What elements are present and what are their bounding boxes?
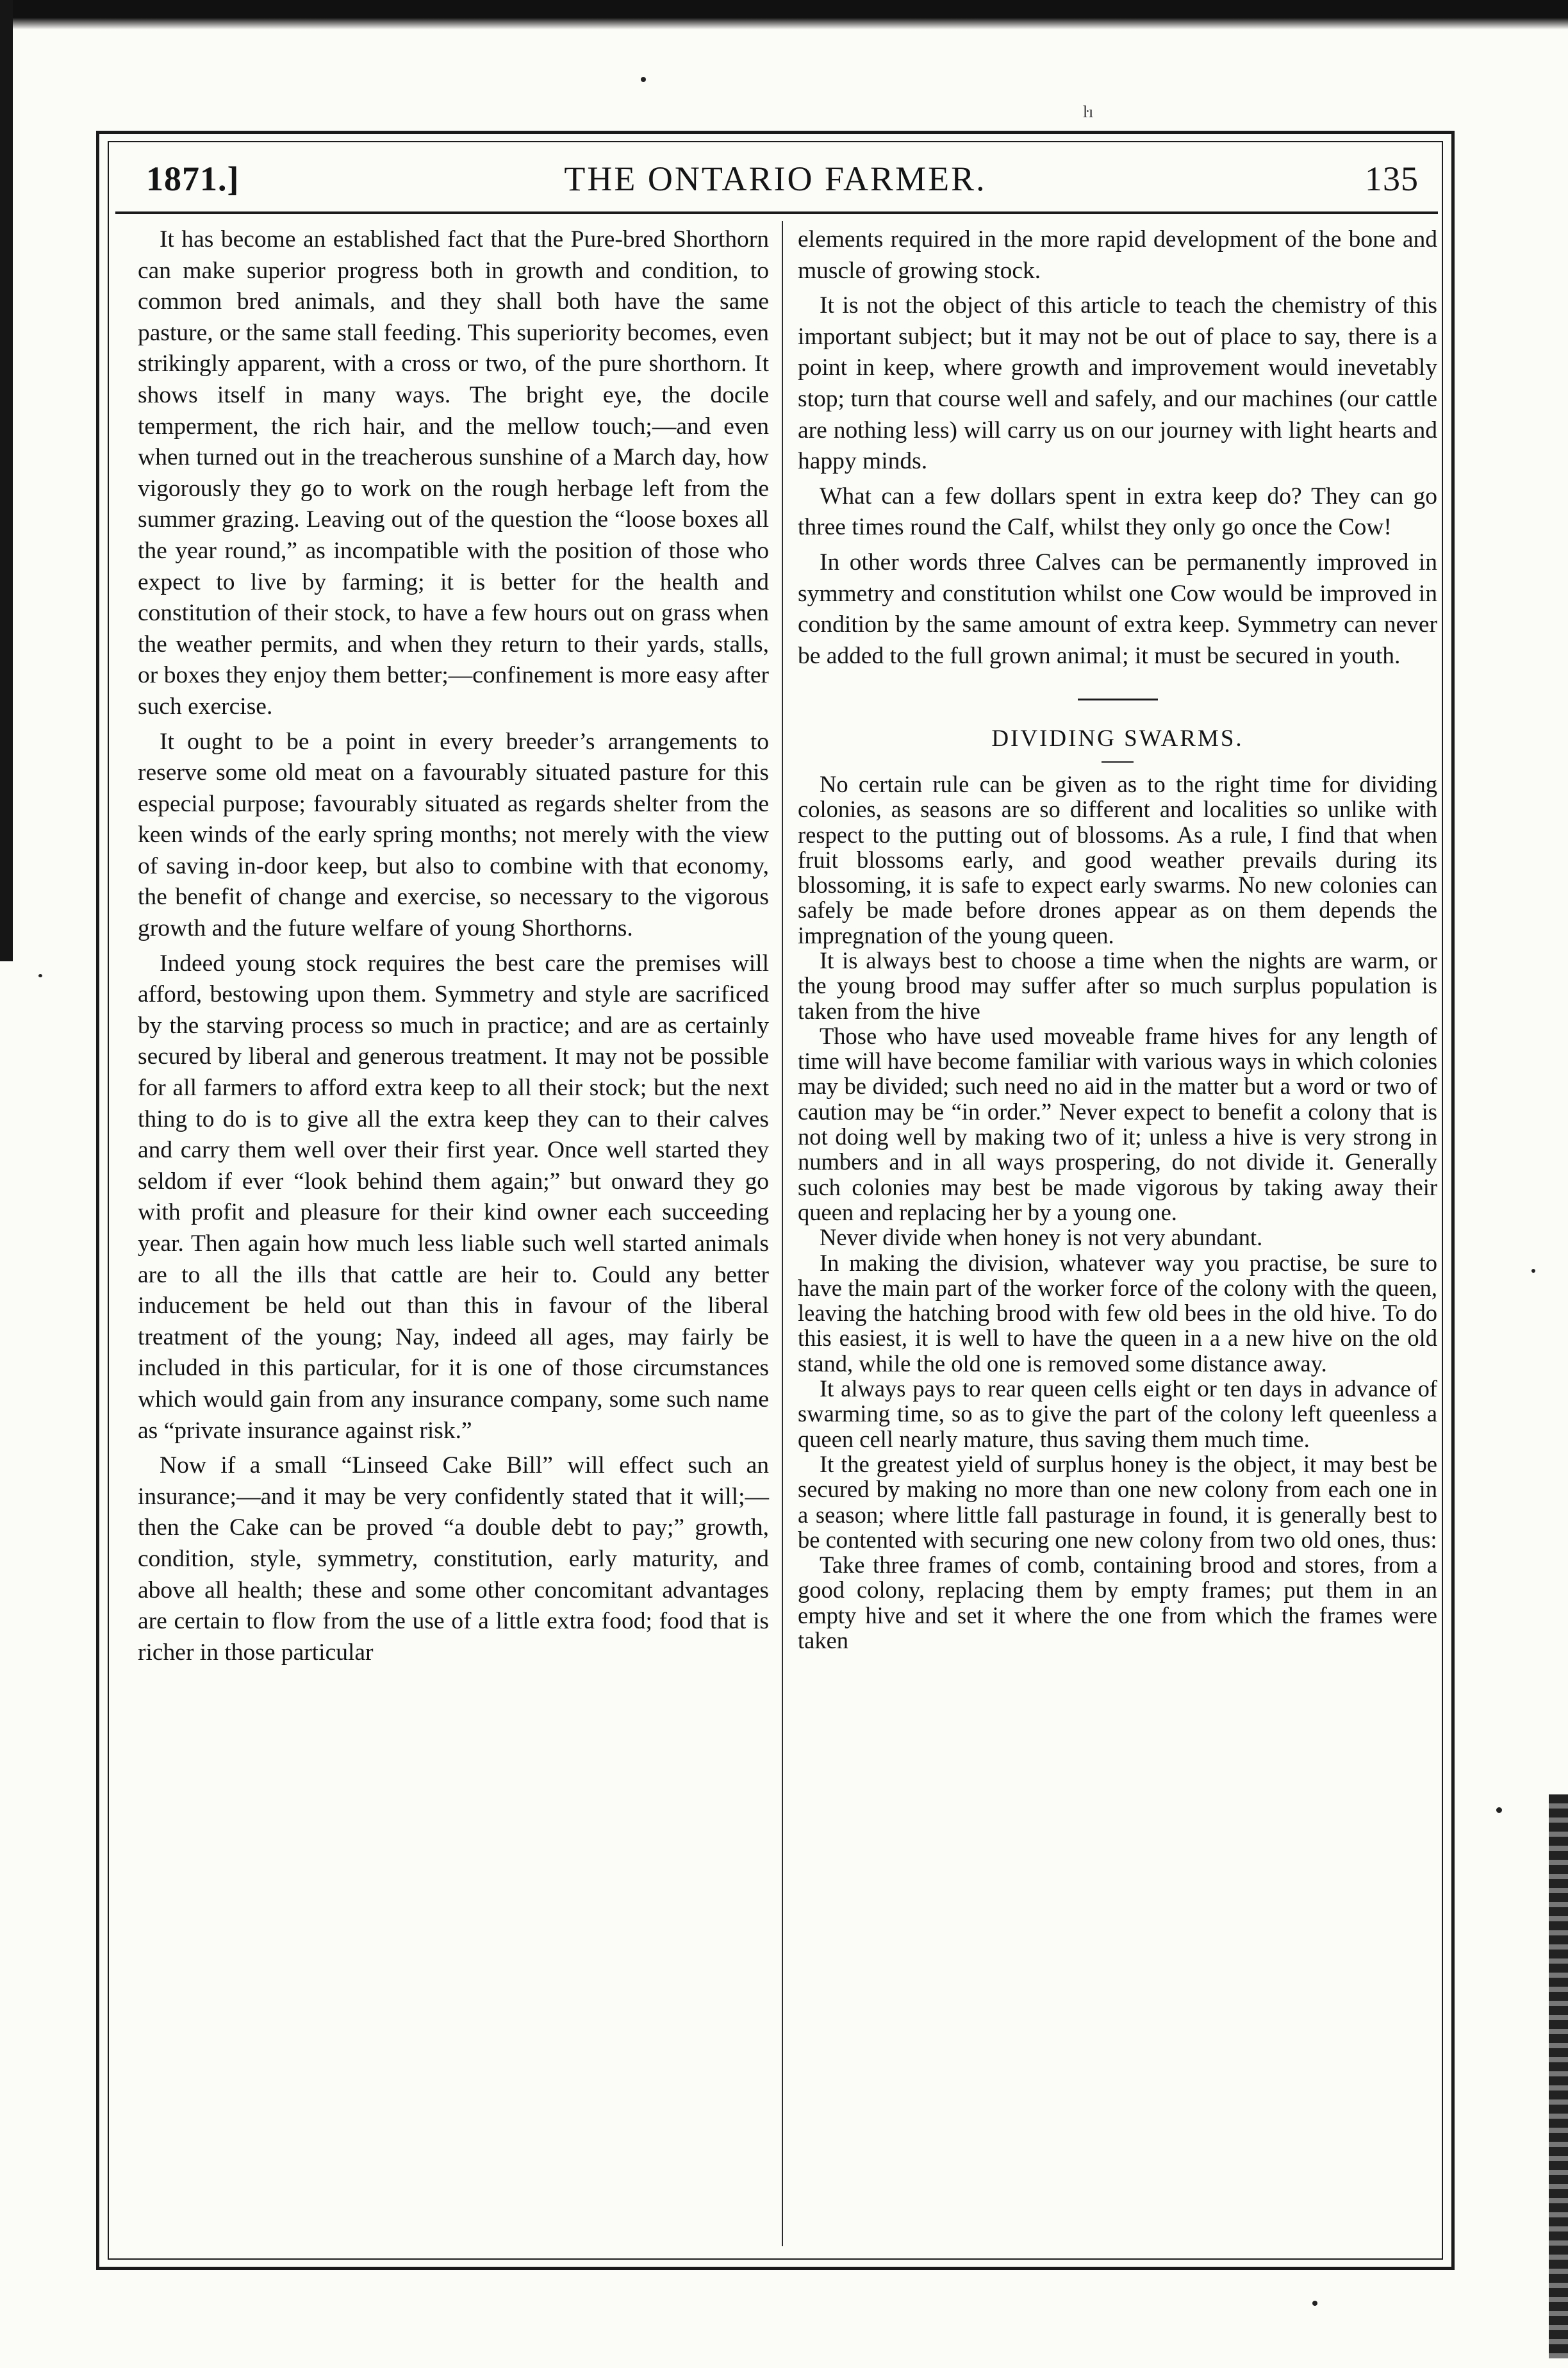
article-paragraph: No certain rule can be given as to the right time for dividing colonies, as seasons are so different and localities so unlike with respect to the putting out of blossoms. As a rule, I find that when fruit blossoms early, and good weather prevails during its blossoming, it is safe to expect early swarms. No new colonies can safely be made before drones appear as on them depends the impregnation of the young queen. [798,770,1437,948]
article-paragraph: Take three frames of comb, containing brood and stores, from a good colony, replacing them by empty frames; put them in an empty hive and set it where the one from which the frames were taken [798,1552,1437,1653]
article-paragraph: What can a few dollars spent in extra keep do? They can go three times round the Calf, whilst they only go once the Cow! [798,483,1437,541]
ink-speck [641,77,646,82]
article-paragraph: Those who have used moveable frame hives for any length of time will have become familiar with various ways in which colonies may be divided; such need no aid in the matter but a word or two of caution may be “in order.” Never expect to benefit a colony that is not doing well by making two of it; unless a hive is very strong in numbers and in all ways prospering, do not divide it. Generally such colonies may best be made vigorous by taking away their queen and replacing her by a young one. [798,1022,1437,1225]
article-paragraph: In other words three Calves can be permanently improved in symmetry and constitution whilst one Cow would be improved in condition by the same amount of extra keep. Symmetry can never be added to the full grown animal; it must be secured in youth. [798,549,1437,669]
swarms-article [798,772,1437,1653]
page-number: 135 [1365,160,1419,198]
article-paragraph: It is not the object of this article to teach the chemistry of this important subject; but it may not be out of place to say, there is a point in keep, where growth and improvement would inevetably stop; turn that course well and safely, and our machines (our cattle are nothing less) will carry us on our journey with light hearts and happy minds. [798,292,1437,475]
running-head [122,159,1429,209]
article-paragraph: In making the division, whatever way you practise, be sure to have the main part of the worker force of the colony with the queen, leaving the hatching brood with few old bees in the old hive. To do this easiest, it is well to have the queen in a a new hive on the old stand, while the old one is removed some distance away. [798,1249,1437,1377]
scan-edge-right [1549,1794,1568,2358]
ink-speck [1312,2301,1317,2306]
issue-year: 1871.] [146,160,240,198]
article-paragraph: Indeed young stock requires the best care the premises will afford, bestowing upon them. Symmetry and style are sacrificed by the starving process so much in practice; and are as certainly secured by liberal and generous treatment. It may not be possible for all farmers to afford extra keep to all their stock; but the next thing to do is to give all the extra keep they can to their calves and carry them well over their first year. Once well started they seldom if ever “look behind them again;” but onward they go with profit and pleasure for their kind owner each succeeding year. Then again how much less liable such well started animals are to all the ills that cattle are heir to. Could any better inducement be held out than this in favour of the liberal treatment of the young; Nay, indeed all ages, may fairly be included in this particular, for it is one of those circumstances which would gain from any insurance company, some such name as “private insurance against risk.” [138,950,769,1444]
section-heading: DIVIDING SWARMS. [991,725,1244,752]
journal-title: THE ONTARIO FARMER. [564,160,987,198]
article-separator [1078,699,1158,700]
article-paragraph: It the greatest yield of surplus honey is the object, it may best be secured by making no more than one new colony from each one in a season; where little fall pasturage in found, it is generally best to be contented with securing one new colony from two old ones, thus: [798,1450,1437,1553]
article-paragraph: Never divide when honey is not very abundant. [820,1224,1263,1251]
article-paragraph: It ought to be a point in every breeder’s arrangements to reserve some old meat on a favourably situated pasture for this especial purpose; favourably situated as regards shelter from the keen winds of the early spring months; not merely with the view of saving in-door keep, but also to combine with that economy, the benefit of change and exercise, so necessary to the vigorous growth and the future welfare of young Shorthorns. [138,728,769,942]
scan-edge-left [0,0,13,961]
article-paragraph: elements required in the more rapid development of the bone and muscle of growing stock. [798,226,1437,284]
heading-rule [1102,761,1134,763]
left-column [138,224,769,1672]
right-column [798,224,1437,1653]
article-paragraph: Now if a small “Linseed Cake Bill” will effect such an insurance;—and it may be very confidently stated that it will;—then the Cake can be proved “a double debt to pay;” growth, condition, style, symmetry, constitution, early maturity, and above all health; these and some other concomitant advantages are certain to flow from the use of a little extra food; food that is richer in those particular [138,1452,769,1666]
article-paragraph: It has become an established fact that the Pure-bred Shorthorn can make superior progress both in growth and condition, to common bred animals, and they shall both have the same pasture, or the same stall feeding. This superiority becomes, even strikingly apparent, with a cross or two, of the pure shorthorn. It shows itself in many ways. The bright eye, the docile temperment, the rich hair, and the mellow touch;—and even when turned out in the treacherous sunshine of a March day, how vigorously they go to work on the rough herbage left from the summer grazing. Leaving out of the question the “loose boxes all the year round,” as incompatible with the position of those who expect to live by farming; it is better for the health and constitution of their stock, to have a few hours out on grass when the weather permits, and when they return to their yards, stalls, or boxes they enjoy them better;—confinement is more easy after such exercise. [138,226,769,720]
ink-speck [1531,1269,1535,1273]
article-paragraph: It always pays to rear queen cells eight or ten days in advance of swarming time, so as to give the part of the colony left queenless a queen cell nearly mature, thus saving them much time. [798,1375,1437,1452]
ink-speck [1496,1807,1502,1813]
page-mark: ŀı [1083,103,1094,121]
article-paragraph: It is always best to choose a time when the nights are warm, or the young brood may suffer after so much surplus population is taken from the hive [798,947,1437,1024]
column-divider [782,221,783,2246]
scan-edge-top [0,0,1568,29]
header-rule [115,211,1438,214]
ink-speck [38,974,42,977]
